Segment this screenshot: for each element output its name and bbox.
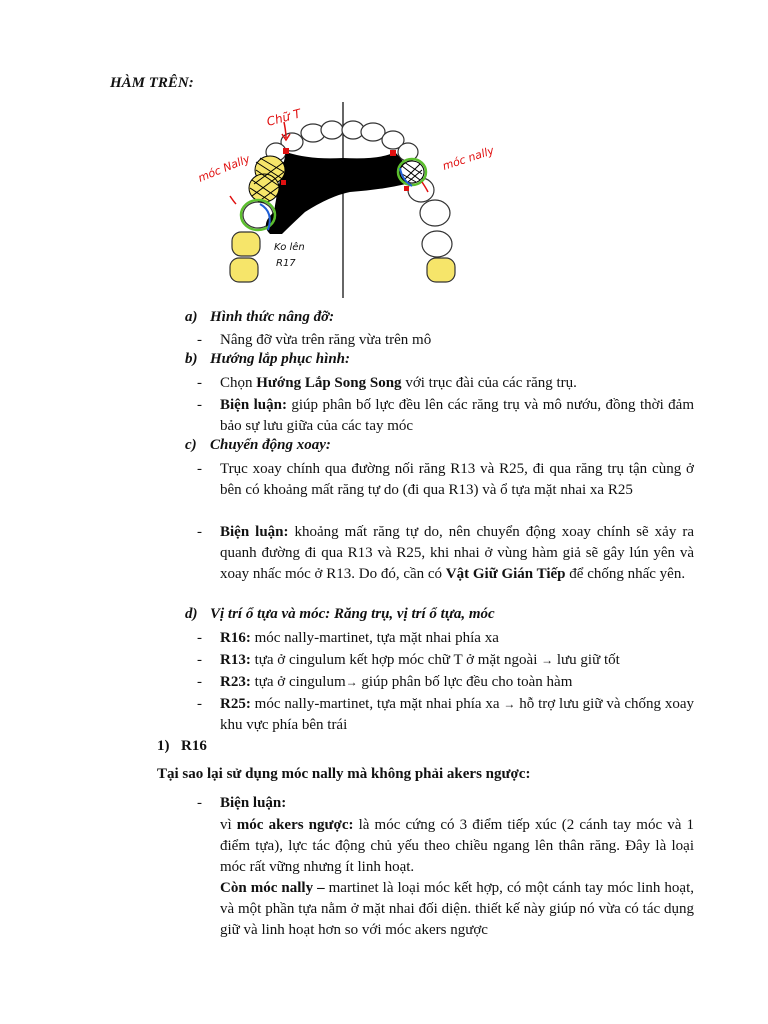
section-d-r23: - R23: tựa ở cingulum→ giúp phân bố lực đều cho toàn hàm — [197, 674, 573, 690]
right-clasp-tooth — [400, 161, 424, 183]
section-a-item: - Nâng đỡ vừa trên răng vừa trên mô — [197, 332, 432, 348]
answer-paragraph-1: vì móc akers ngược: là móc cứng có 3 điểm tiếp xúc (2 cánh tay móc và 1 điểm tựa), lực tác động chủ yếu theo chiều ngang lên thân răng. Đây là loại móc rất vững nhưng ít linh hoạt. — [220, 817, 695, 875]
section-d-r13: - R13: tựa ở cingulum kết hợp móc chữ T ở mặt ngoài → lưu giữ tốt — [197, 652, 620, 668]
label-moc-nally-right: móc nally — [440, 144, 496, 173]
question-heading: Tại sao lại sử dụng móc nally mà không phải akers ngược: — [157, 766, 531, 782]
label-ko-len: Ko lên — [274, 242, 305, 253]
arrow-left — [230, 196, 236, 204]
black-plate — [266, 152, 408, 234]
section-c-item-1: - Trục xoay chính qua đường nối răng R13 và R25, đi qua răng trụ tận cùng ở bên có khoảng mất răng tự do (đi qua R13) và ổ tựa mặt nhai xa R25 — [197, 461, 694, 498]
answer-paragraph-2: Còn móc nally – martinet là loại móc kết hợp, có một cánh tay móc linh hoạt, và một phần tựa nằm ở mặt nhai đối diện. thiết kế này giúp nó vừa có tác dụng giữ và linh hoạt hơn so với móc akers ngược — [220, 880, 695, 938]
answer-label: - Biện luận: — [197, 795, 287, 811]
page-heading: HÀM TRÊN: — [110, 75, 194, 91]
numbered-heading-r16: 1) R16 — [157, 738, 207, 754]
section-c-title: c) Chuyển động xoay: — [185, 437, 331, 453]
label-chu-t: Chữ T — [265, 106, 303, 129]
section-c-item-2: - Biện luận: khoảng mất răng tự do, nên chuyển động xoay chính sẽ xảy ra quanh đường đi qua R13 và R25, khi nhai ở vùng hàm giả sẽ gây lún yên và xoay nhấc móc ở R13. Do đó, cần có Vật Giữ Gián Tiếp để chống nhấc yên. — [197, 524, 694, 582]
section-d-r25: - R25: móc nally-martinet, tựa mặt nhai phía xa → hỗ trợ lưu giữ và chống xoay khu vực phía bên trái — [197, 696, 694, 733]
section-d-r16: - R16: móc nally-martinet, tựa mặt nhai phía xa — [197, 630, 499, 646]
section-b-item-2: - Biện luận: giúp phân bố lực đều lên các răng trụ và mô nướu, đồng thời đảm bảo sự lưu giữa của các tay móc — [197, 397, 694, 434]
section-d-title: d) Vị trí ổ tựa và móc: Răng trụ, vị trí ổ tựa, móc — [185, 606, 495, 622]
section-b-title: b) Hướng lắp phục hình: — [185, 351, 350, 367]
section-b-item-1: - Chọn Hướng Lắp Song Song với trục đài của các răng trụ. — [197, 375, 577, 391]
dental-arch-diagram — [190, 100, 510, 298]
label-moc-nally-left: móc Nally — [196, 152, 252, 185]
section-a-title: a) Hình thức nâng đỡ: — [185, 309, 335, 325]
label-r17: R17 — [276, 258, 296, 269]
